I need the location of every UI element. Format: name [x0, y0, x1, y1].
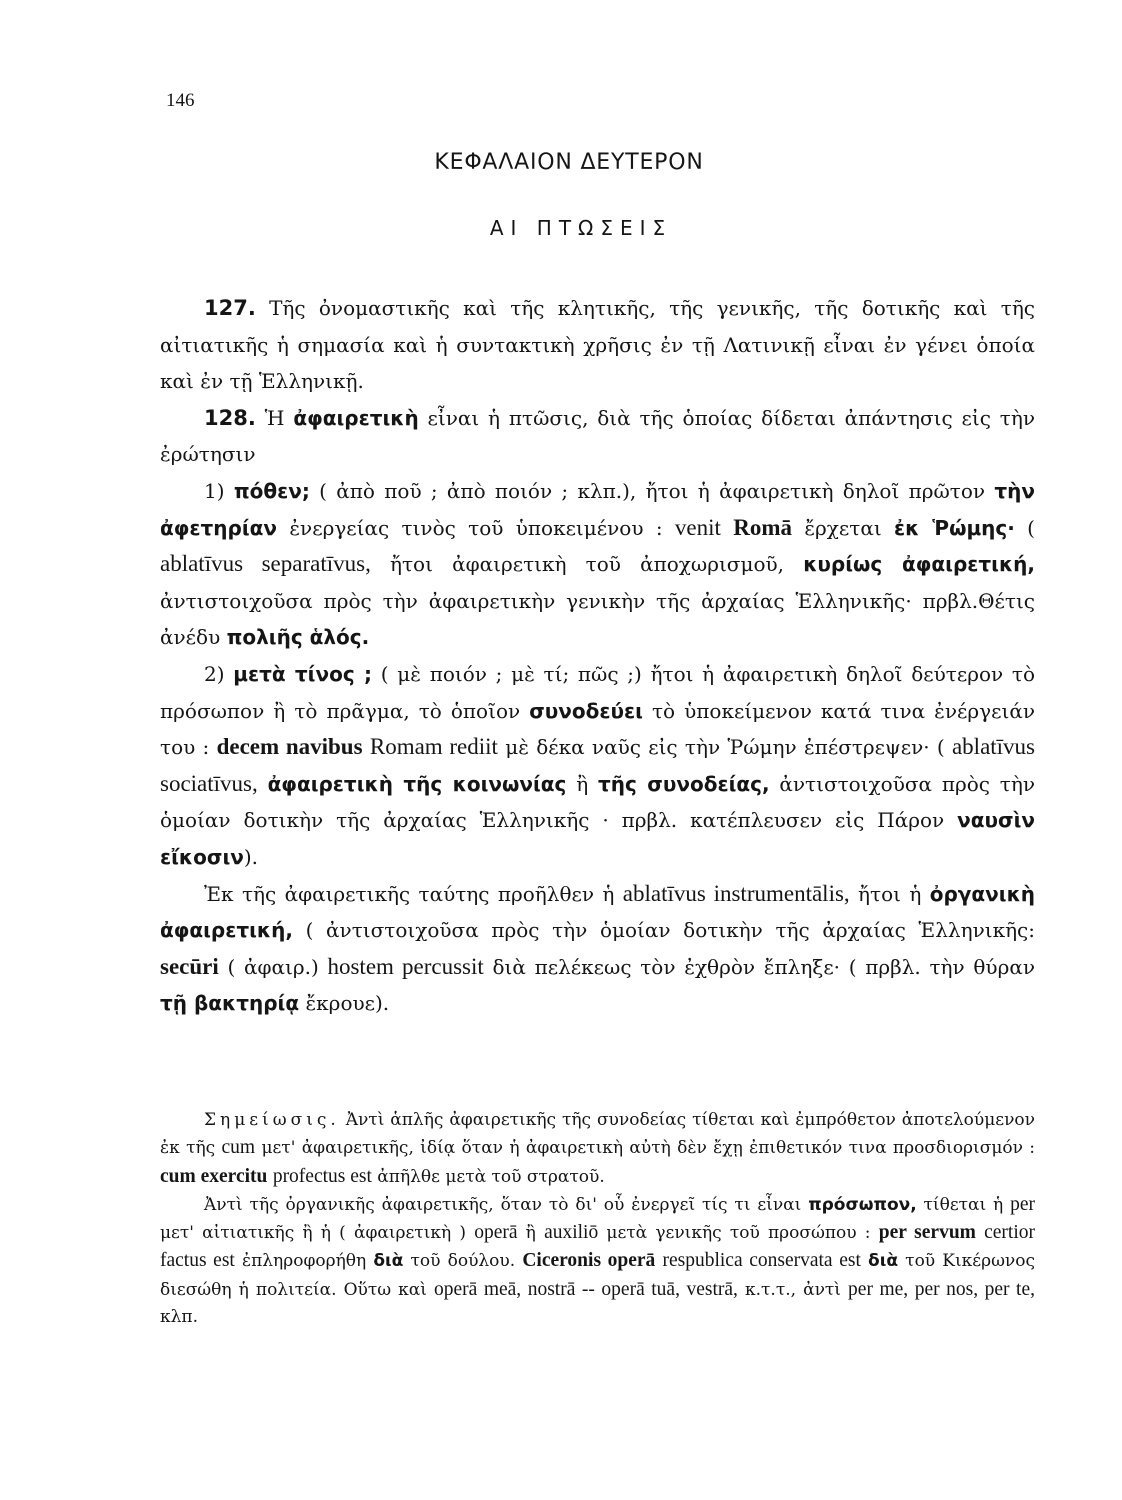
latin-bold-text: cum exercitu — [160, 1165, 268, 1187]
text-run: ἀντιστοιχοῦσα πρὸς τὴν ἀφαιρετικὴν γενικὴν τῆς ἀρχαίας Ἑλληνικῆς· πρβλ.Θέτις ἀνέδυ — [160, 588, 1035, 650]
text-run: ἢ — [566, 771, 598, 796]
latin-text: Romam rediit — [369, 734, 498, 760]
text-run: ἔκρουε). — [299, 991, 390, 1016]
bold-term: διὰ — [373, 1251, 404, 1272]
text-run — [363, 735, 370, 759]
bold-term: τῆς συνοδείας, — [598, 771, 770, 796]
text-run: ( — [1014, 515, 1035, 540]
text-run: ( ἀπὸ ποῦ ; ἀπὸ ποιόν ; κλπ.), ἤτοι ἡ ἀφαιρετικὴ δηλοῖ πρῶτον — [309, 478, 995, 503]
bold-term: διὰ — [868, 1251, 899, 1272]
bold-term: κυρίως ἀφαιρετική, — [803, 552, 1035, 577]
note-label: Σημείωσις. — [204, 1110, 340, 1130]
paragraph-number: 128. — [204, 405, 256, 430]
paragraph-number: 127. — [204, 296, 256, 320]
text-run: Ἀντὶ ἁπλῆς ἀφαιρετικῆς τῆς συνοδείας τίθεται καὶ ἐμπρόθετον ἀποτελούμενον ἐκ τῆς — [160, 1110, 1035, 1159]
latin-bold-text: Ciceronis operā — [522, 1250, 656, 1272]
latin-text: ablatīvus separatīvus, — [160, 551, 371, 577]
text-run: 1) — [204, 478, 234, 503]
latin-text: per — [1010, 1193, 1036, 1215]
text-run: ( ἀντιστοιχοῦσα πρὸς τὴν ὁμοίαν δοτικὴν τῆς ἀρχαίας Ἑλληνικῆς: — [292, 918, 1035, 943]
text-run: ἀπῆλθε μετὰ τοῦ στρατοῦ. — [371, 1166, 605, 1187]
bold-term: ὀργανικὴ ἀφαιρετική, — [160, 881, 1036, 943]
bold-term: τὴν ἀφετηρίαν — [160, 478, 1035, 540]
bold-term: ἐκ Ῥώμης· — [894, 515, 1015, 540]
paragraph-127 — [160, 290, 1035, 400]
latin-text: venit — [674, 514, 721, 540]
text-run: μετ' ἀφαιρετικῆς, ἰδίᾳ ὅταν ἡ ἀφαιρετικὴ αὐτὴ δὲν ἔχῃ ἐπιθετικόν τινα προσδιορισμόν : — [255, 1138, 1035, 1159]
latin-text: hostem percussit — [327, 953, 484, 979]
text-run: Ἐκ τῆς ἀφαιρετικῆς ταύτης προῆλθεν ἡ — [204, 881, 623, 906]
text-run: κλπ. — [160, 1307, 198, 1328]
latin-text: per me, per nos, per te, — [848, 1278, 1036, 1300]
bold-term: ναυσὶν εἴκοσιν — [160, 808, 1035, 869]
text-run: τίθεται ἡ — [916, 1194, 1011, 1215]
text-run: τοῦ δούλου. — [403, 1251, 523, 1272]
chapter-title: ΚΕΦΑΛΑΙΟΝ ΔΕΥΤΕΡΟΝ — [434, 150, 704, 175]
subparagraph-2 — [160, 656, 1035, 876]
text-run: ἐνεργείας τινὸς τοῦ ὑποκειμένου : — [277, 515, 675, 540]
latin-text: ablatīvus instrumentālis, — [622, 880, 850, 906]
latin-text: auxiliō — [544, 1222, 599, 1244]
text-run: μετ' αἰτιατικῆς ἢ ἡ ( ἀφαιρετικὴ ) — [160, 1223, 475, 1244]
text-run: εἶναι ἡ πτῶσις, διὰ τῆς ὁποίας δίδεται ἀπάντησις εἰς τὴν ἐρώτησιν — [160, 405, 1035, 467]
latin-text: cum — [221, 1137, 256, 1159]
text-run: ). — [243, 844, 259, 869]
latin-text: operā — [474, 1222, 518, 1244]
main-text — [160, 290, 1035, 1022]
bold-term: πολιῆς ἁλός. — [226, 625, 370, 650]
text-run: 2) — [204, 661, 234, 686]
bold-term: τῇ βακτηρίᾳ — [160, 991, 300, 1016]
text-run — [721, 516, 733, 540]
text-run: Ἀντὶ τῆς ὀργανικῆς ἀφαιρετικῆς, ὅταν τὸ δι' οὗ ἐνεργεῖ τίς τι εἶναι — [204, 1194, 809, 1215]
text-run — [258, 772, 268, 796]
text-run: τοῦ Κικέρωνος διεσώθη ἡ πολιτεία. Οὕτω καὶ — [160, 1251, 1036, 1300]
paragraph-128 — [160, 400, 1035, 473]
latin-text: operā meā, nostrā -- operā tuā, vestrā, — [434, 1278, 738, 1300]
latin-bold-text: per servum — [878, 1222, 976, 1244]
latin-text: respublica conservata est — [662, 1250, 861, 1272]
paragraph-instrumental — [160, 876, 1035, 1022]
bold-term: ἀφαιρετικὴ τῆς κοινωνίας — [267, 771, 567, 796]
notes-section — [160, 1107, 1035, 1331]
bold-term: πόθεν; — [233, 478, 310, 503]
text-run: κ.τ.τ., ἀντὶ — [737, 1279, 849, 1300]
text-run: ( ἀφαιρ.) — [218, 954, 328, 979]
page-number: 146 — [166, 90, 195, 111]
paragraph-text: Τῆς ὀνομαστικῆς καὶ τῆς κλητικῆς, τῆς γενικῆς, τῆς δοτικῆς καὶ τῆς αἰτιατικῆς ἡ σημασία καὶ ἡ συντακτικὴ χρῆσις ἐν τῇ Λατινικῇ εἶναι ἐν γένει ὁποία καὶ ἐν τῇ Ἑλληνικῇ. — [160, 296, 1035, 394]
text-run: διὰ πελέκεως τὸν ἐχθρὸν ἔπληξε· ( πρβλ. τὴν θύραν — [483, 954, 1036, 979]
text-run — [861, 1251, 868, 1271]
text-run: Ἡ — [255, 405, 294, 430]
text-run: ἤτοι ἡ — [849, 881, 930, 906]
section-title: ΑΙ ΠΤΩΣΕΙΣ — [489, 216, 673, 240]
latin-bold-text: decem navibus — [216, 734, 363, 760]
latin-text: profectus est — [272, 1165, 372, 1187]
subparagraph-1 — [160, 473, 1035, 656]
note-paragraph-2 — [160, 1191, 1035, 1331]
bold-term: μετὰ τίνος ; — [233, 661, 373, 686]
text-run: ἐπληροφορήθη — [234, 1251, 374, 1272]
text-run: μετὰ γενικῆς τοῦ προσώπου : — [598, 1223, 879, 1244]
note-paragraph-1 — [160, 1107, 1035, 1191]
text-run: ( μὲ ποιόν ; μὲ τί; πῶς ;) ἤτοι ἡ ἀφαιρετικὴ δηλοῖ δεύτερον τὸ πρόσωπον ἢ τὸ πρᾶγμα, τὸ ὁποῖον — [160, 661, 1036, 723]
bold-term: πρόσωπον, — [808, 1194, 917, 1215]
bold-term: ἀφαιρετικὴ — [293, 405, 419, 430]
latin-text: ablatīvus sociatīvus, — [160, 734, 1036, 796]
text-run: τὸ ὑποκείμενον κατά τινα ἐνέργειάν του : — [160, 698, 1035, 760]
text-run: ἢ — [517, 1223, 545, 1244]
bold-term: συνοδεύει — [529, 698, 643, 723]
text-run: ἤτοι ἀφαιρετικὴ τοῦ ἀποχωρισμοῦ, — [370, 552, 804, 577]
text-run: ἔρχεται — [792, 515, 895, 540]
latin-bold-text: Romā — [733, 514, 792, 540]
text-run — [976, 1223, 984, 1243]
text-run: μὲ δέκα ναῦς εἰς τὴν Ῥώμην ἐπέστρεψεν· ( — [497, 735, 952, 760]
text-run: ἀντιστοιχοῦσα πρὸς τὴν ὁμοίαν δοτικὴν τῆς ἀρχαίας Ἑλληνικῆς · πρβλ. κατέπλευσεν εἰς Πάρον — [160, 771, 1036, 833]
latin-bold-text: secūri — [160, 953, 219, 979]
latin-text: certior factus est — [160, 1222, 1035, 1272]
